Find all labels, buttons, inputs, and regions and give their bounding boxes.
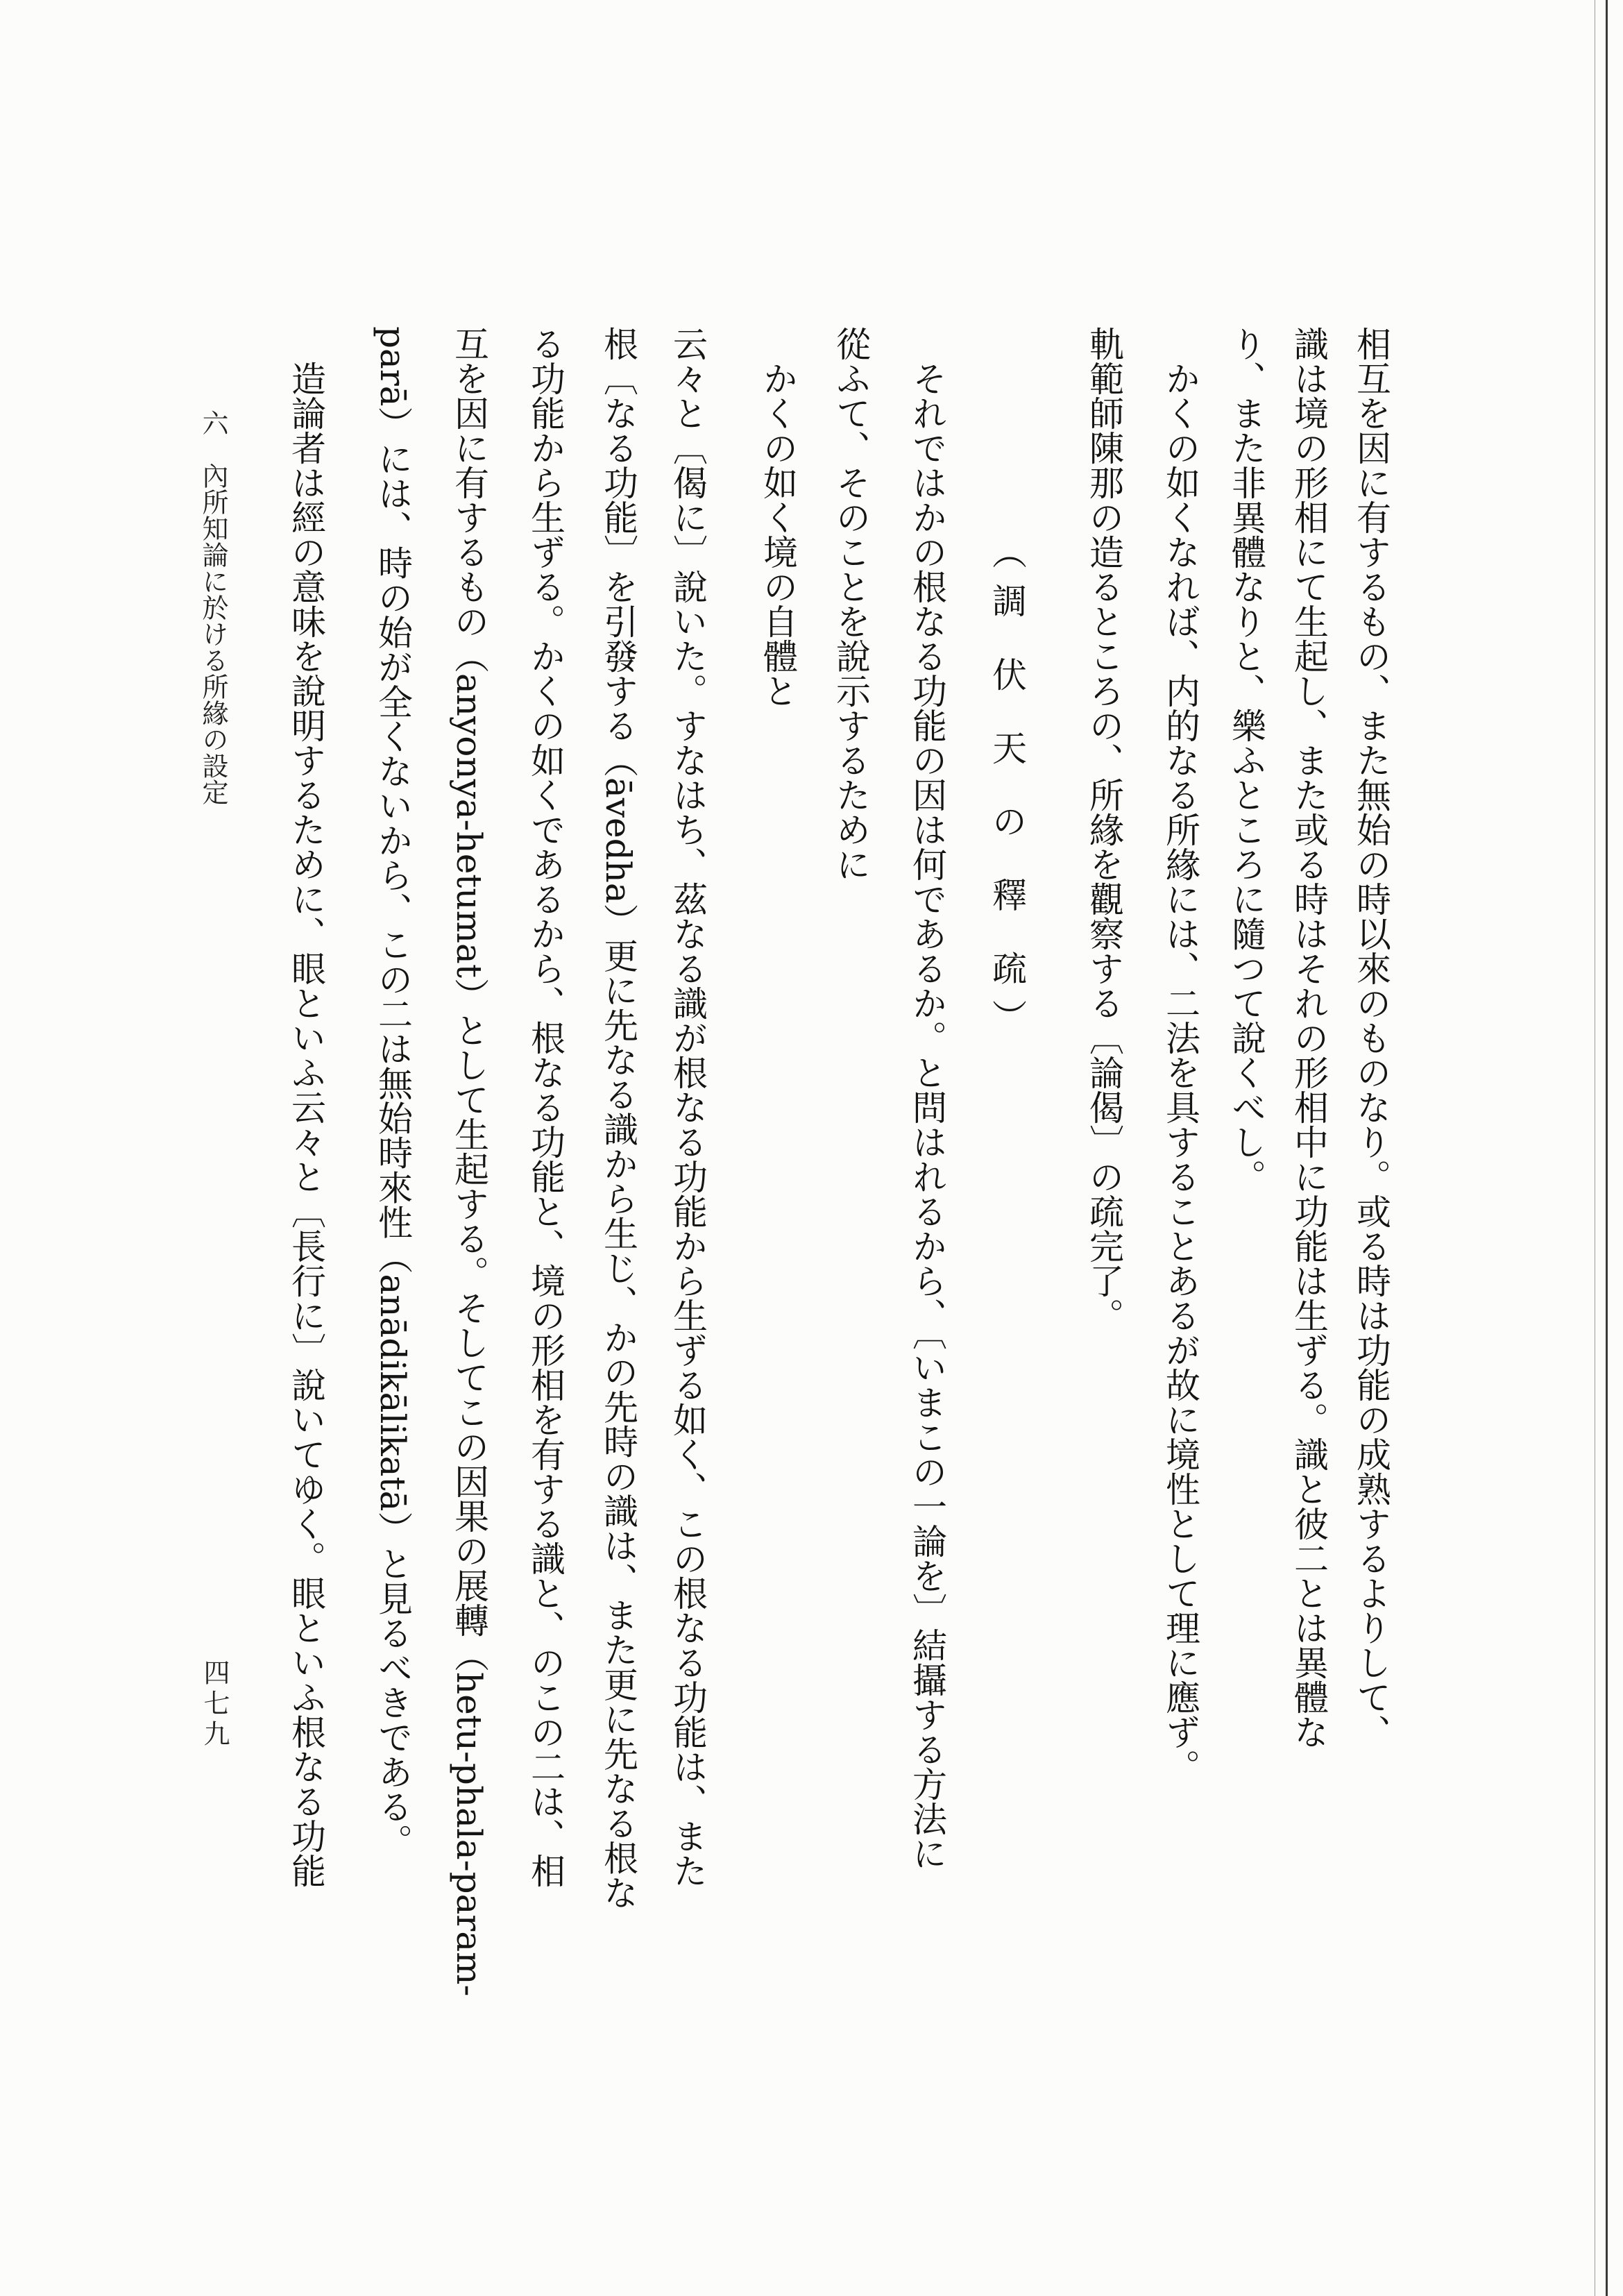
page-number: 四七九 [199,1659,230,1750]
text-column: り、また非異體なりと、樂ふところに隨つて說くべし。 [1226,326,1266,1194]
text-column: 識は境の形相にて生起し、また或る時はそれの形相中に功能は生ずる。識と彼二とは異體な [1289,326,1329,1749]
text-column: それではかの根なる功能の因は何であるか。と問はれるから、〔いまこの一論を〕結攝する方法に [907,361,947,1871]
text-column: 從ふて、そのことを說示するために [831,326,871,881]
running-footer-chapter: 六 內所知論に於ける所緣の設定 [198,410,228,805]
text-column: 造論者は經の意味を說明するために、眼といふ云々と〔長行に〕說いてゆく。眼といふ根なる功能 [286,361,326,1888]
text-column: 根〔なる功能〕を引發する（āvedha）更に先なる識から生じ、かの先時の識は、また更に先なる根な [598,326,638,1910]
page-edge-line [1606,0,1608,2296]
text-column: 相互を因に有するもの、また無始の時以來のものなり。或る時は功能の成熟するよりして、 [1351,326,1391,1749]
section-heading: （調 伏 天 の 釋 疏） [987,534,1027,1048]
verse-quote: かくの如く境の自體と [758,361,798,708]
text-column: 軌範師陳那の造るところの、所緣を觀察する〔論偈〕の疏完了。 [1084,326,1124,1333]
text-column: 云々と〔偈に〕說いた。すなはち、茲なる識が根なる功能から生ずる如く、この根なる功能は、また [668,326,708,1888]
text-column: る功能から生ずる。かくの如くであるから、根なる功能と、境の形相を有する識と、のこの二は、相 [525,326,566,1888]
text-column: かくの如くなれば、内的なる所緣には、二法を具することあるが故に境性として理に應ず。 [1160,361,1200,1784]
text-column: parā）には、時の始が全くないから、この二は無始時來性（anādikālikatā）と見るべきである。 [373,326,413,1859]
text-column: 互を因に有するもの（anyonya-hetumat）として生起する。そしてこの因果の展轉（hetu-phala-param- [449,326,489,1997]
